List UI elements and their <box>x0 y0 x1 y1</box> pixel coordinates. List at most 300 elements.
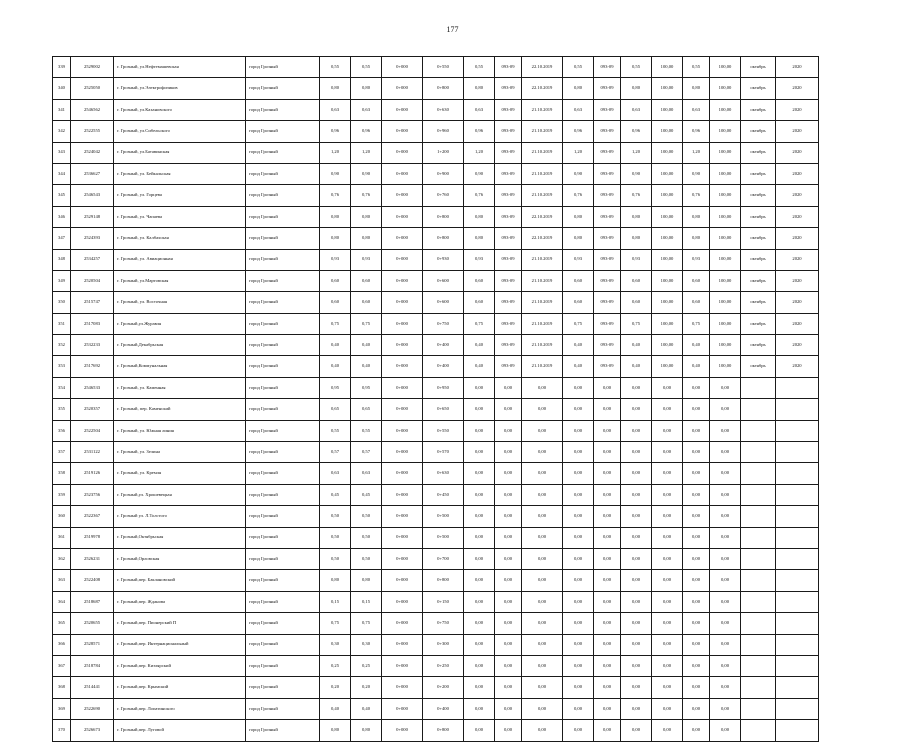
cell-value: 0,00 <box>621 484 652 505</box>
cell-total-length: 0,96 <box>320 121 351 142</box>
cell-month: октябрь <box>741 142 776 163</box>
cell-row-number: 347 <box>53 228 71 249</box>
cell-road-id: 2529002 <box>71 57 114 78</box>
cell-length: 0,80 <box>351 720 382 741</box>
cell-check-code: 093-09 <box>495 57 522 78</box>
cell-locality: город Грозный <box>246 655 320 676</box>
cell-checked-length: 0,00 <box>563 506 594 527</box>
table-row <box>53 634 819 655</box>
cell-month <box>741 420 776 441</box>
cell-year: 2020 <box>776 185 819 206</box>
cell-length: 0,80 <box>351 206 382 227</box>
cell-road-id: 2519978 <box>71 527 114 548</box>
cell-check-code: 0,00 <box>495 720 522 741</box>
cell-checked-length: 0,00 <box>563 591 594 612</box>
cell-checked-length: 0,00 <box>563 442 594 463</box>
cell-value: 0,60 <box>621 292 652 313</box>
cell-road-id: 2518784 <box>71 655 114 676</box>
cell-percent: 100,00 <box>652 121 683 142</box>
cell-road-id: 2523756 <box>71 484 114 505</box>
cell-end-km: 0+550 <box>423 420 464 441</box>
cell-percent-2: 0,00 <box>710 527 741 548</box>
cell-percent-2: 0,00 <box>710 442 741 463</box>
cell-check-date: 21.10.2019 <box>522 313 563 334</box>
cell-code: 093-09 <box>594 78 621 99</box>
cell-month: октябрь <box>741 228 776 249</box>
cell-year <box>776 720 819 741</box>
cell-length: 0,55 <box>351 420 382 441</box>
cell-value-2: 0,00 <box>683 463 710 484</box>
cell-total-length: 0,55 <box>320 420 351 441</box>
cell-code: 0,00 <box>594 634 621 655</box>
cell-row-number: 361 <box>53 527 71 548</box>
cell-locality: город Грозный <box>246 506 320 527</box>
cell-value: 0,00 <box>621 420 652 441</box>
cell-row-number: 348 <box>53 249 71 270</box>
cell-locality: город Грозный <box>246 420 320 441</box>
cell-checked-length: 0,80 <box>563 78 594 99</box>
cell-percent-2: 100,00 <box>710 228 741 249</box>
cell-check-code: 0,00 <box>495 527 522 548</box>
cell-end-km: 0+600 <box>423 270 464 291</box>
cell-locality: город Грозный <box>246 463 320 484</box>
cell-total-length: 0,50 <box>320 548 351 569</box>
cell-section-length: 0,96 <box>464 121 495 142</box>
cell-total-length: 0,65 <box>320 399 351 420</box>
cell-code: 0,00 <box>594 527 621 548</box>
cell-value: 0,40 <box>621 356 652 377</box>
cell-locality: город Грозный <box>246 377 320 398</box>
cell-end-km: 0+800 <box>423 206 464 227</box>
cell-road-name: г. Грозный,пер. Баклановский <box>114 570 246 591</box>
cell-code: 093-09 <box>594 228 621 249</box>
cell-checked-length: 0,00 <box>563 613 594 634</box>
cell-code: 093-09 <box>594 99 621 120</box>
cell-value-2: 0,00 <box>683 548 710 569</box>
cell-percent: 0,00 <box>652 720 683 741</box>
cell-total-length: 0,80 <box>320 720 351 741</box>
cell-section-length: 0,40 <box>464 335 495 356</box>
cell-checked-length: 0,90 <box>563 163 594 184</box>
cell-road-name: г. Грозный,Орловская <box>114 548 246 569</box>
cell-check-code: 0,00 <box>495 698 522 719</box>
cell-length: 0,96 <box>351 121 382 142</box>
cell-locality: город Грозный <box>246 270 320 291</box>
table-row <box>53 228 819 249</box>
cell-total-length: 0,50 <box>320 527 351 548</box>
cell-year: 2020 <box>776 292 819 313</box>
cell-year: 2020 <box>776 313 819 334</box>
cell-check-date: 0,00 <box>522 506 563 527</box>
cell-start-km: 0+000 <box>382 99 423 120</box>
cell-code: 093-09 <box>594 313 621 334</box>
cell-row-number: 362 <box>53 548 71 569</box>
cell-month: октябрь <box>741 335 776 356</box>
cell-length: 0,63 <box>351 463 382 484</box>
cell-row-number: 340 <box>53 78 71 99</box>
cell-total-length: 0,90 <box>320 163 351 184</box>
cell-end-km: 0+500 <box>423 527 464 548</box>
cell-check-code: 0,00 <box>495 399 522 420</box>
table-row <box>53 78 819 99</box>
cell-length: 0,25 <box>351 655 382 676</box>
cell-code: 0,00 <box>594 506 621 527</box>
cell-start-km: 0+000 <box>382 463 423 484</box>
cell-percent: 100,00 <box>652 142 683 163</box>
cell-start-km: 0+000 <box>382 570 423 591</box>
cell-road-name: г. Грозный,пер. Пионерский П <box>114 613 246 634</box>
cell-value-2: 0,63 <box>683 99 710 120</box>
cell-percent-2: 100,00 <box>710 249 741 270</box>
cell-month: октябрь <box>741 249 776 270</box>
cell-percent: 100,00 <box>652 99 683 120</box>
cell-section-length: 0,00 <box>464 506 495 527</box>
cell-percent-2: 100,00 <box>710 185 741 206</box>
cell-value-2: 0,00 <box>683 420 710 441</box>
cell-section-length: 0,00 <box>464 463 495 484</box>
cell-start-km: 0+000 <box>382 142 423 163</box>
cell-total-length: 0,80 <box>320 228 351 249</box>
cell-percent: 0,00 <box>652 677 683 698</box>
cell-length: 0,55 <box>351 57 382 78</box>
cell-length: 0,80 <box>351 228 382 249</box>
cell-section-length: 0,00 <box>464 591 495 612</box>
cell-section-length: 0,80 <box>464 228 495 249</box>
table-row <box>53 613 819 634</box>
cell-road-id: 2524042 <box>71 142 114 163</box>
cell-value-2: 0,80 <box>683 228 710 249</box>
cell-end-km: 0+630 <box>423 463 464 484</box>
cell-value: 0,80 <box>621 228 652 249</box>
cell-month <box>741 527 776 548</box>
cell-section-length: 0,00 <box>464 442 495 463</box>
table-row <box>53 677 819 698</box>
cell-total-length: 0,55 <box>320 57 351 78</box>
cell-start-km: 0+000 <box>382 442 423 463</box>
cell-start-km: 0+000 <box>382 228 423 249</box>
cell-row-number: 363 <box>53 570 71 591</box>
cell-value: 1,20 <box>621 142 652 163</box>
cell-check-code: 093-09 <box>495 99 522 120</box>
cell-section-length: 0,00 <box>464 698 495 719</box>
cell-year: 2020 <box>776 356 819 377</box>
cell-value: 0,00 <box>621 677 652 698</box>
cell-checked-length: 0,00 <box>563 484 594 505</box>
cell-end-km: 0+700 <box>423 548 464 569</box>
table-row <box>53 121 819 142</box>
cell-road-name: г. Грозный, ул. Южная линия <box>114 420 246 441</box>
cell-start-km: 0+000 <box>382 185 423 206</box>
cell-row-number: 357 <box>53 442 71 463</box>
cell-check-code: 093-09 <box>495 142 522 163</box>
cell-value-2: 0,60 <box>683 270 710 291</box>
cell-total-length: 0,57 <box>320 442 351 463</box>
cell-end-km: 0+650 <box>423 399 464 420</box>
cell-checked-length: 0,00 <box>563 399 594 420</box>
cell-end-km: 0+550 <box>423 57 464 78</box>
cell-percent: 100,00 <box>652 228 683 249</box>
cell-percent-2: 0,00 <box>710 634 741 655</box>
cell-percent-2: 100,00 <box>710 142 741 163</box>
cell-section-length: 0,90 <box>464 163 495 184</box>
cell-value-2: 0,80 <box>683 78 710 99</box>
cell-value: 0,00 <box>621 634 652 655</box>
cell-value-2: 0,00 <box>683 377 710 398</box>
cell-road-name: г. Грозный, ул.Мартовская <box>114 270 246 291</box>
cell-start-km: 0+000 <box>382 484 423 505</box>
cell-road-id: 2525050 <box>71 78 114 99</box>
cell-row-number: 349 <box>53 270 71 291</box>
cell-value: 0,96 <box>621 121 652 142</box>
cell-road-id: 2520504 <box>71 270 114 291</box>
cell-start-km: 0+000 <box>382 591 423 612</box>
cell-length: 0,45 <box>351 484 382 505</box>
cell-road-id: 2520357 <box>71 399 114 420</box>
cell-percent: 100,00 <box>652 206 683 227</box>
cell-section-length: 0,76 <box>464 185 495 206</box>
cell-percent-2: 100,00 <box>710 99 741 120</box>
cell-row-number: 364 <box>53 591 71 612</box>
cell-start-km: 0+000 <box>382 249 423 270</box>
cell-road-name: г. Грозный,Коммунальная <box>114 356 246 377</box>
cell-code: 093-09 <box>594 270 621 291</box>
cell-row-number: 358 <box>53 463 71 484</box>
cell-value: 0,90 <box>621 163 652 184</box>
cell-code: 0,00 <box>594 463 621 484</box>
cell-code: 0,00 <box>594 442 621 463</box>
cell-month <box>741 463 776 484</box>
cell-value: 0,80 <box>621 78 652 99</box>
cell-value-2: 0,00 <box>683 527 710 548</box>
cell-total-length: 0,80 <box>320 570 351 591</box>
cell-road-id: 2536627 <box>71 163 114 184</box>
cell-total-length: 0,30 <box>320 634 351 655</box>
cell-total-length: 0,60 <box>320 292 351 313</box>
cell-road-id: 2515747 <box>71 292 114 313</box>
cell-percent: 0,00 <box>652 399 683 420</box>
cell-road-id: 2518687 <box>71 591 114 612</box>
cell-road-name: г. Грозный, пер. Каменский <box>114 399 246 420</box>
cell-length: 0,60 <box>351 292 382 313</box>
cell-length: 0,15 <box>351 591 382 612</box>
cell-checked-length: 0,80 <box>563 206 594 227</box>
cell-length: 0,60 <box>351 270 382 291</box>
cell-road-id: 2522408 <box>71 570 114 591</box>
cell-month <box>741 720 776 741</box>
cell-checked-length: 0,40 <box>563 335 594 356</box>
cell-check-date: 0,00 <box>522 377 563 398</box>
cell-percent-2: 0,00 <box>710 677 741 698</box>
cell-road-id: 2546543 <box>71 185 114 206</box>
cell-month <box>741 377 776 398</box>
cell-code: 0,00 <box>594 484 621 505</box>
cell-locality: город Грозный <box>246 570 320 591</box>
cell-check-date: 21.10.2019 <box>522 99 563 120</box>
table-row <box>53 420 819 441</box>
cell-row-number: 352 <box>53 335 71 356</box>
cell-end-km: 0+800 <box>423 720 464 741</box>
cell-end-km: 0+400 <box>423 356 464 377</box>
cell-percent-2: 0,00 <box>710 506 741 527</box>
cell-road-id: 2526673 <box>71 720 114 741</box>
cell-row-number: 355 <box>53 399 71 420</box>
cell-percent: 100,00 <box>652 270 683 291</box>
cell-end-km: 0+630 <box>423 99 464 120</box>
cell-month: октябрь <box>741 292 776 313</box>
cell-total-length: 1,20 <box>320 142 351 163</box>
cell-value-2: 0,00 <box>683 720 710 741</box>
cell-end-km: 0+800 <box>423 78 464 99</box>
cell-row-number: 344 <box>53 163 71 184</box>
cell-month: октябрь <box>741 163 776 184</box>
cell-locality: город Грозный <box>246 313 320 334</box>
cell-code: 0,00 <box>594 377 621 398</box>
cell-start-km: 0+000 <box>382 698 423 719</box>
cell-year <box>776 613 819 634</box>
table-row <box>53 399 819 420</box>
table-row <box>53 356 819 377</box>
cell-length: 0,50 <box>351 506 382 527</box>
cell-checked-length: 0,63 <box>563 99 594 120</box>
cell-checked-length: 0,00 <box>563 570 594 591</box>
cell-section-length: 0,00 <box>464 420 495 441</box>
cell-checked-length: 0,60 <box>563 292 594 313</box>
cell-year: 2020 <box>776 270 819 291</box>
cell-length: 0,76 <box>351 185 382 206</box>
cell-year <box>776 677 819 698</box>
cell-road-name: г. Грозный, ул.Кахановского <box>114 99 246 120</box>
cell-road-name: г. Грозный,ул.Журавля <box>114 313 246 334</box>
cell-locality: город Грозный <box>246 591 320 612</box>
cell-percent-2: 0,00 <box>710 484 741 505</box>
cell-locality: город Грозный <box>246 292 320 313</box>
cell-section-length: 1,20 <box>464 142 495 163</box>
cell-length: 0,80 <box>351 78 382 99</box>
cell-year: 2020 <box>776 57 819 78</box>
cell-total-length: 0,76 <box>320 185 351 206</box>
cell-month: октябрь <box>741 270 776 291</box>
cell-road-id: 2522504 <box>71 420 114 441</box>
cell-value-2: 0,00 <box>683 613 710 634</box>
cell-value: 0,00 <box>621 377 652 398</box>
cell-code: 0,00 <box>594 655 621 676</box>
cell-end-km: 0+400 <box>423 698 464 719</box>
cell-checked-length: 1,20 <box>563 142 594 163</box>
cell-section-length: 0,55 <box>464 57 495 78</box>
cell-month: октябрь <box>741 356 776 377</box>
cell-checked-length: 0,40 <box>563 356 594 377</box>
cell-section-length: 0,63 <box>464 99 495 120</box>
cell-road-name: г. Грозный,пер. Жданова <box>114 591 246 612</box>
cell-percent-2: 0,00 <box>710 698 741 719</box>
cell-value: 0,00 <box>621 655 652 676</box>
cell-code: 093-09 <box>594 292 621 313</box>
cell-check-date: 0,00 <box>522 613 563 634</box>
cell-year: 2020 <box>776 142 819 163</box>
cell-road-name: г. Грозный ул. Л.Толстого <box>114 506 246 527</box>
cell-check-code: 093-09 <box>495 270 522 291</box>
cell-value-2: 0,75 <box>683 313 710 334</box>
cell-month <box>741 655 776 676</box>
cell-locality: город Грозный <box>246 356 320 377</box>
cell-check-date: 0,00 <box>522 720 563 741</box>
cell-percent-2: 100,00 <box>710 163 741 184</box>
cell-value-2: 0,80 <box>683 206 710 227</box>
cell-check-code: 0,00 <box>495 591 522 612</box>
cell-row-number: 350 <box>53 292 71 313</box>
cell-month: октябрь <box>741 78 776 99</box>
cell-locality: город Грозный <box>246 698 320 719</box>
cell-check-date: 0,00 <box>522 655 563 676</box>
table-body <box>53 57 819 742</box>
cell-locality: город Грозный <box>246 142 320 163</box>
cell-section-length: 0,00 <box>464 677 495 698</box>
cell-road-name: г. Грозный, ул. Авиационная <box>114 249 246 270</box>
cell-road-name: г. Грозный,пер. Интернациональный <box>114 634 246 655</box>
cell-length: 0,75 <box>351 313 382 334</box>
cell-locality: город Грозный <box>246 228 320 249</box>
cell-value-2: 0,76 <box>683 185 710 206</box>
cell-checked-length: 0,00 <box>563 548 594 569</box>
cell-checked-length: 0,93 <box>563 249 594 270</box>
cell-section-length: 0,00 <box>464 399 495 420</box>
cell-row-number: 356 <box>53 420 71 441</box>
cell-value: 0,40 <box>621 335 652 356</box>
cell-code: 0,00 <box>594 677 621 698</box>
cell-value: 0,93 <box>621 249 652 270</box>
cell-check-date: 21.10.2019 <box>522 292 563 313</box>
cell-total-length: 0,40 <box>320 335 351 356</box>
cell-start-km: 0+000 <box>382 655 423 676</box>
cell-check-date: 22.10.2019 <box>522 57 563 78</box>
cell-section-length: 0,00 <box>464 548 495 569</box>
cell-percent: 100,00 <box>652 335 683 356</box>
cell-road-id: 2524393 <box>71 228 114 249</box>
cell-value-2: 0,96 <box>683 121 710 142</box>
table-row <box>53 142 819 163</box>
cell-year <box>776 420 819 441</box>
cell-start-km: 0+000 <box>382 206 423 227</box>
cell-value-2: 0,00 <box>683 677 710 698</box>
cell-check-code: 0,00 <box>495 463 522 484</box>
table-row <box>53 591 819 612</box>
cell-section-length: 0,75 <box>464 313 495 334</box>
cell-start-km: 0+000 <box>382 270 423 291</box>
cell-row-number: 360 <box>53 506 71 527</box>
cell-row-number: 359 <box>53 484 71 505</box>
cell-section-length: 0,00 <box>464 377 495 398</box>
cell-total-length: 0,95 <box>320 377 351 398</box>
table-row <box>53 249 819 270</box>
cell-start-km: 0+000 <box>382 377 423 398</box>
cell-start-km: 0+000 <box>382 720 423 741</box>
cell-start-km: 0+000 <box>382 121 423 142</box>
cell-length: 0,50 <box>351 548 382 569</box>
cell-value-2: 0,00 <box>683 698 710 719</box>
cell-year <box>776 548 819 569</box>
cell-checked-length: 0,00 <box>563 463 594 484</box>
cell-section-length: 0,00 <box>464 634 495 655</box>
cell-row-number: 365 <box>53 613 71 634</box>
cell-road-name: г. Грозный,ул. Хрошевецкая <box>114 484 246 505</box>
cell-total-length: 0,45 <box>320 484 351 505</box>
cell-value-2: 0,00 <box>683 442 710 463</box>
cell-total-length: 0,20 <box>320 677 351 698</box>
cell-length: 0,57 <box>351 442 382 463</box>
table-row <box>53 313 819 334</box>
cell-checked-length: 0,00 <box>563 420 594 441</box>
cell-checked-length: 0,00 <box>563 720 594 741</box>
